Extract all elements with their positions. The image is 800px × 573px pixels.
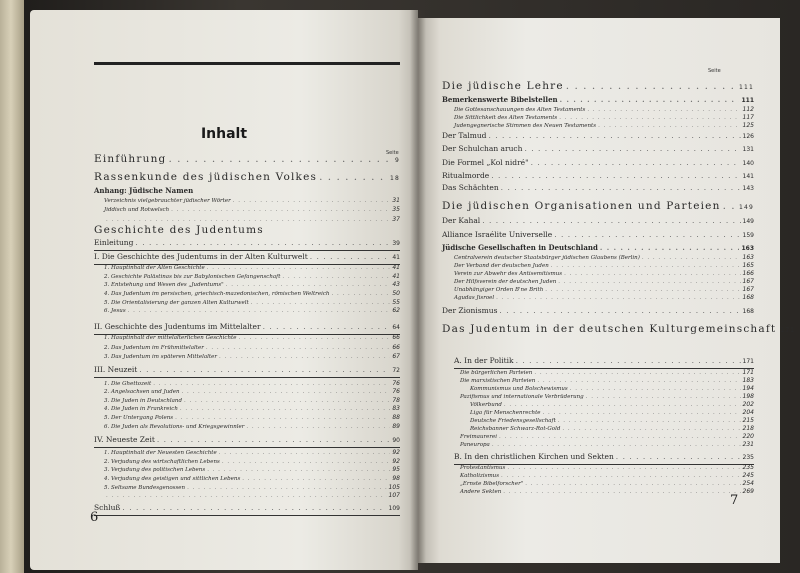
toc-entry-page: 62 xyxy=(392,307,400,314)
toc-entry-title: Centralverein deutscher Staatsbürger jüdischen Glaubens (Berlin) xyxy=(454,255,640,261)
toc-entry xyxy=(442,216,754,225)
toc-leader-dots xyxy=(128,308,391,314)
toc-leader-dots xyxy=(331,291,390,297)
toc-entry-title: Das Judentum in der deutschen Kulturgemeinschaft xyxy=(442,323,777,335)
toc-entry-page: 111 xyxy=(738,84,754,91)
toc-entry-title: Katholizismus xyxy=(460,473,500,479)
toc-leader-dots xyxy=(642,255,741,261)
toc-entry-page: 92 xyxy=(392,458,400,465)
toc-entry-title: Jüdische Gesellschaften in Deutschland xyxy=(442,243,598,252)
toc-entry-title: Verein zur Abwehr des Antisemitismus xyxy=(454,271,563,277)
toc-entry xyxy=(460,441,754,448)
toc-entry-title: Andere Sekten xyxy=(460,489,502,495)
toc-entry-page: 171 xyxy=(780,327,796,334)
toc-entry-page: 111 xyxy=(741,97,754,104)
toc-entry-page: 83 xyxy=(392,405,400,412)
toc-leader-dots xyxy=(263,322,391,331)
toc-entry xyxy=(94,322,400,331)
toc-entry-title: Das Schächten xyxy=(442,183,499,192)
toc-leader-dots xyxy=(168,153,393,165)
toc-entry-page: 41 xyxy=(392,254,400,261)
toc-entry-page: 269 xyxy=(742,488,754,495)
toc-entry-title: II. Geschichte des Judentums im Mittelalter xyxy=(94,322,261,331)
toc-entry xyxy=(460,472,754,479)
book-gutter xyxy=(410,10,426,570)
toc-entry-page: 95 xyxy=(392,466,400,473)
toc-leader-dots xyxy=(570,386,741,392)
toc-leader-dots xyxy=(153,381,390,387)
toc-leader-dots xyxy=(222,459,391,465)
toc-entry-title: Paneuropa xyxy=(460,442,490,448)
toc-entry xyxy=(104,414,400,421)
toc-entry-page: 143 xyxy=(742,185,754,192)
toc-entry xyxy=(442,131,754,140)
toc-leader-dots xyxy=(562,426,740,432)
toc-leader-dots xyxy=(251,300,391,306)
toc-entry-page: 89 xyxy=(392,423,400,430)
toc-entry-title: Verzeichnis vielgebrauchter jüdischer Wörter xyxy=(104,198,231,204)
toc-entry-page: 202 xyxy=(742,401,754,408)
toc-entry-page: 126 xyxy=(742,133,754,140)
toc-leader-dots xyxy=(219,450,391,456)
toc-entry-page: 66 xyxy=(392,334,400,341)
toc-entry-page: 64 xyxy=(392,324,400,331)
toc-entry-page: 220 xyxy=(742,433,754,440)
toc-leader-dots xyxy=(492,442,741,448)
toc-entry-page: 125 xyxy=(742,122,754,129)
toc-leader-dots xyxy=(537,378,740,384)
toc-leader-dots xyxy=(558,418,741,424)
toc-entry xyxy=(454,270,754,277)
toc-leader-dots xyxy=(499,434,741,440)
toc-leader-dots xyxy=(558,279,740,285)
toc-entry-title: 6. Jesus xyxy=(104,308,126,314)
toc-entry-title: „Ernste Bibelforscher" xyxy=(460,481,524,487)
toc-entry-title: 5. Der Untergang Polens xyxy=(104,415,174,421)
toc-entry-title: 2. Angelsachsen und Juden xyxy=(104,389,180,395)
toc-entry-title: 5. Seltsame Bundesgenossen xyxy=(104,485,186,491)
toc-entry-title: Pazifismus und internationale Verbrüderung xyxy=(460,394,584,400)
toc-entry-title: 4. Verjudung des geistigen und sittlichen Lebens xyxy=(104,476,241,482)
toc-entry xyxy=(94,153,400,165)
toc-entry xyxy=(470,417,754,424)
toc-entry xyxy=(104,216,400,223)
toc-entry-title: Der Verband der deutschen Juden xyxy=(454,263,549,269)
toc-entry xyxy=(442,306,754,315)
toc-entry-title: Jiddisch und Rotwelsch xyxy=(104,207,170,213)
toc-entry xyxy=(104,290,400,297)
toc-entry-title: Einführung xyxy=(94,153,167,165)
toc-entry xyxy=(104,458,400,465)
toc-entry xyxy=(104,380,400,387)
toc-entry-title: 6. Die Juden als Revolutions- und Kriegsgewinnler xyxy=(104,424,245,430)
toc-leader-dots xyxy=(171,207,390,213)
toc-entry-title: 1. Hauptinhalt der Alten Geschichte xyxy=(104,265,205,271)
toc-entry xyxy=(454,356,754,365)
toc-entry-title: B. In den christlichen Kirchen und Sekten xyxy=(454,452,614,461)
toc-entry xyxy=(470,385,754,392)
toc-leader-dots xyxy=(507,465,740,471)
toc-entry-page: 98 xyxy=(392,475,400,482)
toc-entry xyxy=(104,492,400,499)
toc-leader-dots xyxy=(310,252,391,261)
toc-entry-page: 254 xyxy=(742,480,754,487)
toc-entry-page: 112 xyxy=(742,106,754,113)
toc-entry xyxy=(454,294,754,301)
toc-entry-page: 171 xyxy=(742,358,754,365)
toc-entry-title: 1. Die Ghettozeit xyxy=(104,381,152,387)
toc-entry xyxy=(104,449,400,456)
toc-entry-page: 149 xyxy=(738,204,754,211)
toc-entry-title: 2. Geschichte Palästinas bis zur Babylonischen Gefangenschaft xyxy=(104,274,281,280)
toc-entry-title: Einleitung xyxy=(94,238,134,247)
toc-entry xyxy=(460,377,754,384)
toc-entry xyxy=(104,475,400,482)
toc-leader-dots xyxy=(501,473,741,479)
toc-leader-dots xyxy=(516,356,741,365)
section-underline xyxy=(94,515,400,516)
toc-entry xyxy=(442,243,754,252)
toc-entry-page: 72 xyxy=(392,367,400,374)
toc-leader-dots xyxy=(233,198,391,204)
toc-entry-page: 90 xyxy=(392,437,400,444)
toc-entry-title: Die jüdischen Organisationen und Parteien xyxy=(442,200,721,212)
toc-entry-page: 149 xyxy=(742,218,754,225)
toc-leader-dots xyxy=(496,295,740,301)
toc-entry xyxy=(442,95,754,104)
toc-entry-page: 18 xyxy=(389,175,400,182)
toc-leader-dots xyxy=(551,263,741,269)
toc-entry-page: 67 xyxy=(392,353,400,360)
toc-entry-title: 3. Das Judentum im späteren Mittelalter xyxy=(104,354,217,360)
toc-entry xyxy=(104,466,400,473)
toc-entry-title: A. In der Politik xyxy=(454,356,514,365)
toc-entry xyxy=(460,464,754,471)
toc-entry xyxy=(104,307,400,314)
toc-entry xyxy=(94,503,400,512)
toc-entry-title: Schluß xyxy=(94,503,121,512)
toc-leader-dots xyxy=(206,345,391,351)
toc-entry xyxy=(104,397,400,404)
toc-leader-dots xyxy=(242,476,390,482)
page-title: Inhalt xyxy=(200,126,248,142)
toc-entry-page: 76 xyxy=(392,380,400,387)
toc-leader-dots xyxy=(525,481,740,487)
toc-entry-page: 76 xyxy=(392,388,400,395)
toc-entry-page: 198 xyxy=(742,393,754,400)
toc-entry-title: Ritualmorde xyxy=(442,171,490,180)
toc-entry-title: Die Sittlichkeit des Alten Testaments xyxy=(454,115,558,121)
toc-entry-page: 218 xyxy=(742,425,754,432)
toc-entry xyxy=(454,106,754,113)
toc-entry xyxy=(104,405,400,412)
toc-entry-page: 66 xyxy=(392,344,400,351)
toc-entry-page: 194 xyxy=(742,385,754,392)
toc-entry xyxy=(470,401,754,408)
toc-entry-title: Protestantismus xyxy=(460,465,506,471)
toc-entry-title: Alliance Israélite Universelle xyxy=(442,230,553,239)
toc-entry xyxy=(104,353,400,360)
toc-entry-title: 3. Verjudung des politischen Lebens xyxy=(104,467,206,473)
toc-entry xyxy=(94,252,400,261)
toc-entry-title: Deutsche Friedensgesellschaft xyxy=(470,418,556,424)
right-page xyxy=(418,18,796,563)
toc-entry-page: 107 xyxy=(388,492,400,499)
toc-entry xyxy=(104,299,400,306)
toc-entry-title: 2. Verjudung des wirtschaftlichen Lebens xyxy=(104,459,220,465)
toc-entry xyxy=(470,409,754,416)
toc-leader-dots xyxy=(491,171,740,180)
left-page xyxy=(30,10,418,570)
toc-leader-dots xyxy=(482,216,740,225)
toc-leader-dots xyxy=(564,271,740,277)
toc-leader-dots xyxy=(531,158,741,167)
toc-leader-dots xyxy=(246,424,390,430)
toc-entry-title: 4. Das Judentum im persischen, griechisch-mazedonischen, römischen Weltreich xyxy=(104,291,330,297)
toc-leader-dots xyxy=(616,452,741,461)
toc-entry xyxy=(442,158,754,167)
toc-entry xyxy=(104,388,400,395)
toc-leader-dots xyxy=(226,282,391,288)
toc-entry xyxy=(442,230,754,239)
toc-entry-title: Reichsbanner Schwarz-Rot-Gold xyxy=(470,426,561,432)
page-number: 7 xyxy=(730,493,739,508)
toc-leader-dots xyxy=(543,410,741,416)
toc-entry xyxy=(460,480,754,487)
toc-leader-dots xyxy=(560,95,740,104)
toc-leader-dots xyxy=(499,306,740,315)
toc-entry-page: 78 xyxy=(392,397,400,404)
toc-entry-title: Der Schulchan aruch xyxy=(442,144,523,153)
toc-leader-dots xyxy=(554,230,740,239)
toc-entry-title: Völkerbund xyxy=(470,402,502,408)
toc-entry-page: 140 xyxy=(742,160,754,167)
toc-entry xyxy=(454,254,754,261)
toc-entry-title: Anhang: Jüdische Namen xyxy=(94,186,194,195)
toc-entry xyxy=(454,114,754,121)
toc-leader-dots xyxy=(501,183,741,192)
toc-entry-title: Die Formel „Kol nidré" xyxy=(442,158,529,167)
toc-entry xyxy=(104,264,400,271)
toc-entry-title: Freimaurerei xyxy=(460,434,498,440)
toc-leader-dots xyxy=(503,489,740,495)
toc-leader-dots xyxy=(122,503,386,512)
toc-entry-title: Judengegnerische Stimmen des Neuen Testaments xyxy=(454,123,597,129)
toc-entry xyxy=(94,186,400,195)
toc-entry-page: 9 xyxy=(394,157,400,164)
toc-leader-dots xyxy=(157,435,391,444)
toc-entry xyxy=(442,323,796,335)
toc-entry xyxy=(104,206,400,213)
toc-leader-dots xyxy=(106,493,387,499)
toc-entry-page: 168 xyxy=(742,308,754,315)
toc-entry-page: 141 xyxy=(742,173,754,180)
toc-leader-dots xyxy=(135,238,390,247)
toc-entry-title: 1. Hauptinhalt der Neuesten Geschichte xyxy=(104,450,217,456)
toc-entry-page: 168 xyxy=(742,294,754,301)
toc-entry xyxy=(104,334,400,341)
toc-entry xyxy=(442,80,754,92)
toc-leader-dots xyxy=(219,354,390,360)
toc-entry xyxy=(454,262,754,269)
section-underline xyxy=(94,447,400,448)
toc-entry xyxy=(454,278,754,285)
toc-leader-dots xyxy=(182,389,391,395)
toc-entry xyxy=(94,365,400,374)
toc-entry-page: 235 xyxy=(742,464,754,471)
toc-entry xyxy=(104,423,400,430)
toc-leader-dots xyxy=(723,200,737,212)
toc-entry xyxy=(460,433,754,440)
toc-entry xyxy=(442,144,754,153)
toc-leader-dots xyxy=(598,123,740,129)
toc-entry-title: Liga für Menschenrechte xyxy=(470,410,541,416)
toc-entry-page: 159 xyxy=(742,232,754,239)
toc-entry-title: Unabhängiger Orden B'ne Brith xyxy=(454,287,544,293)
toc-entry xyxy=(94,171,400,183)
toc-entry-page: 163 xyxy=(741,245,754,252)
toc-leader-dots xyxy=(106,217,390,223)
toc-entry-page: 35 xyxy=(392,206,400,213)
toc-entry-title: Die jüdische Lehre xyxy=(442,80,564,92)
toc-leader-dots xyxy=(559,115,740,121)
toc-entry xyxy=(454,122,754,129)
toc-entry xyxy=(460,369,754,376)
toc-entry-title: Die Gottesanschauungen des Alten Testaments xyxy=(454,107,586,113)
toc-entry-page: 131 xyxy=(742,146,754,153)
toc-entry-page: 88 xyxy=(392,414,400,421)
toc-entry-title: 2. Das Judentum im Frühmittelalter xyxy=(104,345,204,351)
toc-leader-dots xyxy=(282,274,390,280)
seite-label: Seite xyxy=(708,68,721,74)
toc-entry-page: 55 xyxy=(392,299,400,306)
toc-leader-dots xyxy=(545,287,740,293)
toc-leader-dots xyxy=(504,402,741,408)
toc-entry-page: 204 xyxy=(742,409,754,416)
toc-leader-dots xyxy=(566,80,737,92)
toc-entry-page: 109 xyxy=(388,505,400,512)
toc-entry-page: 163 xyxy=(742,254,754,261)
toc-leader-dots xyxy=(175,415,390,421)
toc-entry-title: Die bürgerlichen Parteien xyxy=(460,370,533,376)
toc-leader-dots xyxy=(187,485,386,491)
toc-entry xyxy=(94,224,400,236)
toc-leader-dots xyxy=(319,171,388,183)
section-underline xyxy=(94,377,400,378)
toc-entry xyxy=(442,183,754,192)
toc-leader-dots xyxy=(524,144,740,153)
toc-leader-dots xyxy=(184,398,390,404)
toc-entry xyxy=(94,435,400,444)
toc-entry-page: 171 xyxy=(742,369,754,376)
toc-entry-title: 3. Entstehung und Wesen des „Judentums" xyxy=(104,282,224,288)
toc-entry-page: 167 xyxy=(742,286,754,293)
toc-entry-title: 3. Die Juden in Deutschland xyxy=(104,398,182,404)
toc-entry-title: 4. Die Juden in Frankreich xyxy=(104,406,178,412)
toc-entry xyxy=(460,393,754,400)
toc-entry-title: III. Neuzeit xyxy=(94,365,138,374)
toc-entry-title: Agudas Jisroel xyxy=(454,295,495,301)
toc-entry-title: Der Kahal xyxy=(442,216,481,225)
toc-entry-title: I. Die Geschichte des Judentums in der Alten Kulturwelt xyxy=(94,252,308,261)
toc-entry-title: Der Talmud xyxy=(442,131,487,140)
toc-entry xyxy=(442,200,754,212)
toc-leader-dots xyxy=(488,131,740,140)
toc-leader-dots xyxy=(207,467,390,473)
toc-entry-page: 165 xyxy=(742,262,754,269)
toc-leader-dots xyxy=(207,265,391,271)
toc-entry-page: 31 xyxy=(392,197,400,204)
toc-leader-dots xyxy=(180,406,390,412)
toc-entry-page: 167 xyxy=(742,278,754,285)
toc-entry-page: 105 xyxy=(388,484,400,491)
toc-entry-title: 1. Hauptinhalt der mittelalterlichen Geschichte xyxy=(104,335,237,341)
toc-entry-page: 166 xyxy=(742,270,754,277)
toc-entry-title: Der Zionismus xyxy=(442,306,498,315)
toc-leader-dots xyxy=(534,370,740,376)
toc-entry-page: 50 xyxy=(392,290,400,297)
toc-entry xyxy=(454,452,754,461)
toc-entry-page: 39 xyxy=(392,240,400,247)
section-underline xyxy=(94,250,400,251)
toc-leader-dots xyxy=(586,394,741,400)
toc-entry-title: Kommunismus und Bolschewismus xyxy=(470,386,568,392)
toc-entry-title: Geschichte des Judentums xyxy=(94,224,264,236)
toc-entry-page: 215 xyxy=(742,417,754,424)
toc-entry-page: 43 xyxy=(392,281,400,288)
toc-entry-page: 183 xyxy=(742,377,754,384)
toc-entry-title: Rassenkunde des jüdischen Volkes xyxy=(94,171,318,183)
toc-entry-title: Der Hilfsverein der deutschen Juden xyxy=(454,279,557,285)
toc-entry-page: 117 xyxy=(742,114,754,121)
toc-entry xyxy=(104,281,400,288)
toc-entry-page: 92 xyxy=(392,449,400,456)
toc-leader-dots xyxy=(239,335,391,341)
book-cover-edge xyxy=(0,0,24,573)
toc-entry-title: 5. Die Orientalisierung der ganzen Alten Kulturwelt xyxy=(104,300,249,306)
toc-entry xyxy=(104,197,400,204)
toc-leader-dots xyxy=(139,365,390,374)
toc-entry xyxy=(104,273,400,280)
toc-entry xyxy=(104,344,400,351)
toc-entry xyxy=(460,488,754,495)
toc-leader-dots xyxy=(600,243,740,252)
toc-entry-page: 41 xyxy=(392,264,400,271)
page-number: 6 xyxy=(90,510,99,525)
toc-entry xyxy=(104,484,400,491)
toc-entry-page: 37 xyxy=(392,216,400,223)
header-rule xyxy=(94,62,400,65)
toc-entry-page: 41 xyxy=(392,273,400,280)
toc-entry-title: Die marxistischen Parteien xyxy=(460,378,536,384)
toc-entry xyxy=(454,286,754,293)
seite-label: Seite xyxy=(386,150,399,156)
toc-entry-page: 235 xyxy=(742,454,754,461)
toc-leader-dots xyxy=(587,107,740,113)
toc-entry xyxy=(470,425,754,432)
toc-entry-page: 245 xyxy=(742,472,754,479)
toc-entry xyxy=(94,238,400,247)
toc-entry-page: 231 xyxy=(742,441,754,448)
toc-entry-title: Bemerkenswerte Bibelstellen xyxy=(442,95,558,104)
toc-entry-title: IV. Neueste Zeit xyxy=(94,435,155,444)
toc-entry xyxy=(442,171,754,180)
